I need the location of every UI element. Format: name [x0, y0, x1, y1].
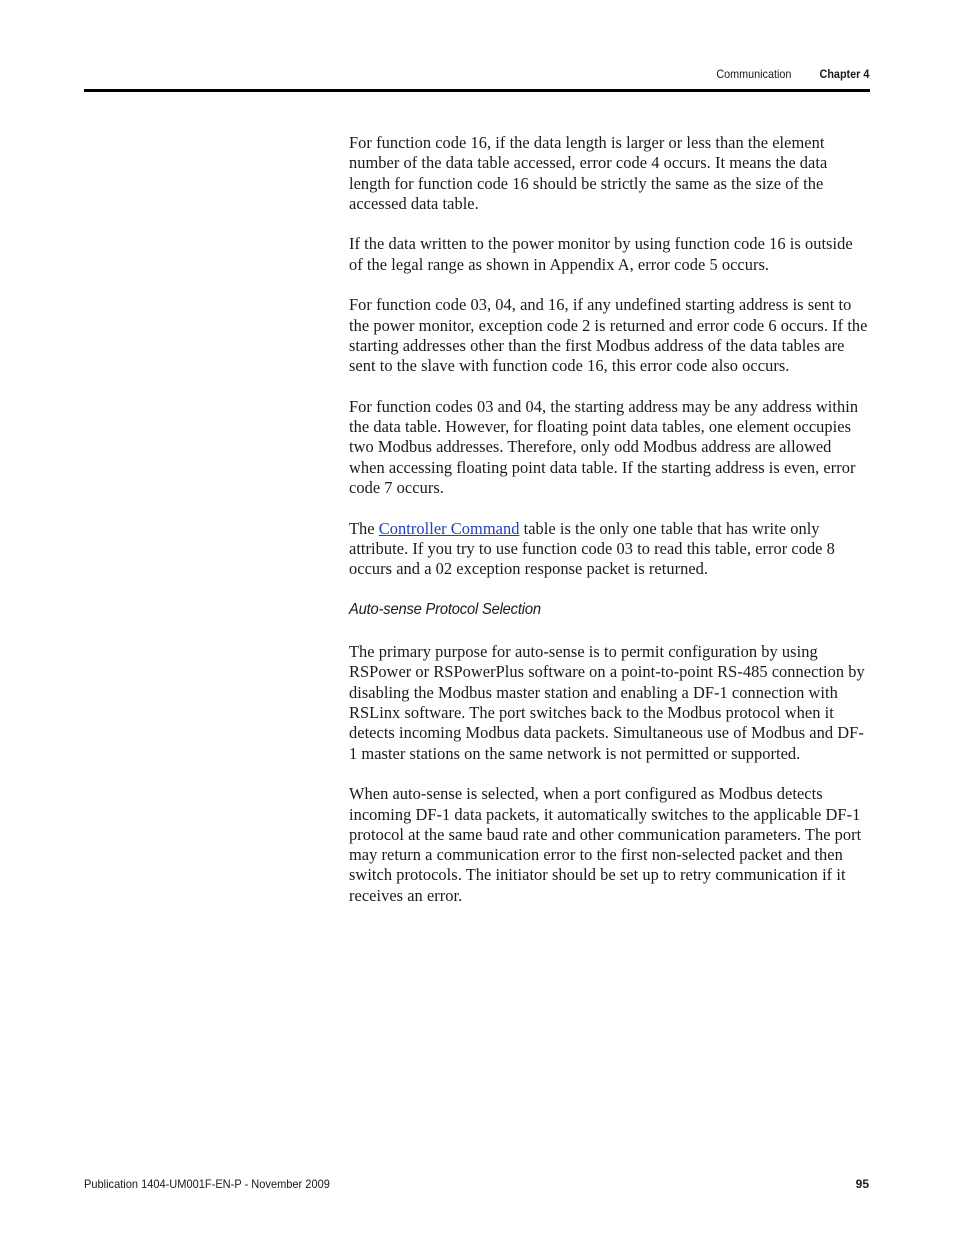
page-footer [84, 1175, 870, 1195]
paragraph-auto-sense-purpose: The primary purpose for auto-sense is to permit configuration by using RSPower or RSPowerPlus software on a point-to-point RS-485 connection by disabling the Modbus master station and enabling a DF-1 connection with RSLinx software. The port switches back to the Modbus protocol when it detects incoming Modbus data packets. Simultaneous use of Modbus and DF-1 master stations on the same network is not permitted or supported. [349, 642, 865, 763]
footer-page-number: 95 [855, 1177, 869, 1191]
paragraph-function-code-16-range: If the data written to the power monitor by using function code 16 is outside of the legal range as shown in Appendix A, error code 5 occurs. [349, 234, 853, 274]
header-chapter-label: Chapter 4 [819, 67, 869, 81]
paragraph-text-after-link: table is the only one table that has write only attribute. If you try to use function code 03 to read this table, error code 8 occurs and a 02 exception response packet is returned. [349, 518, 835, 579]
paragraph-undefined-address: For function code 03, 04, and 16, if any undefined starting address is sent to the power monitor, exception code 2 is returned and error code 6 occurs. If the starting addresses other than the first Modbus address of the data tables are sent to the slave with function code 16, this error code also occurs. [349, 295, 868, 376]
paragraph-text-before-link: The [349, 518, 379, 538]
header-rule [84, 89, 870, 92]
header-section-title: Communication [715, 67, 791, 81]
paragraph-function-code-16-length: For function code 16, if the data length is larger or less than the element number of the data table accessed, error code 4 occurs. It means the data length for function code 16 should be strictly the same as the size of the accessed data table. [349, 133, 828, 213]
footer-publication: Publication 1404-UM001F-EN-P - November 2009 [84, 1177, 330, 1191]
main-content [349, 133, 869, 926]
paragraph-controller-command [349, 519, 869, 580]
page-header [84, 62, 870, 86]
paragraph-starting-address: For function codes 03 and 04, the starting address may be any address within the data table. However, for floating point data tables, one element occupies two Modbus addresses. Therefore, only odd Modbus address are allowed when accessing floating point data table. If the starting address is even, error code 7 occurs. [349, 396, 859, 498]
section-subheading: Auto-sense Protocol Selection [349, 600, 541, 618]
paragraph-auto-sense-behavior: When auto-sense is selected, when a port configured as Modbus detects incoming DF-1 data packets, it automatically switches to the applicable DF-1 protocol at the same baud rate and other communication parameters. The port may return a communication error to the first non-selected packet and then switch protocols. The initiator should be set up to retry communication if it receives an error. [349, 784, 862, 905]
controller-command-link[interactable]: Controller Command [378, 518, 520, 538]
